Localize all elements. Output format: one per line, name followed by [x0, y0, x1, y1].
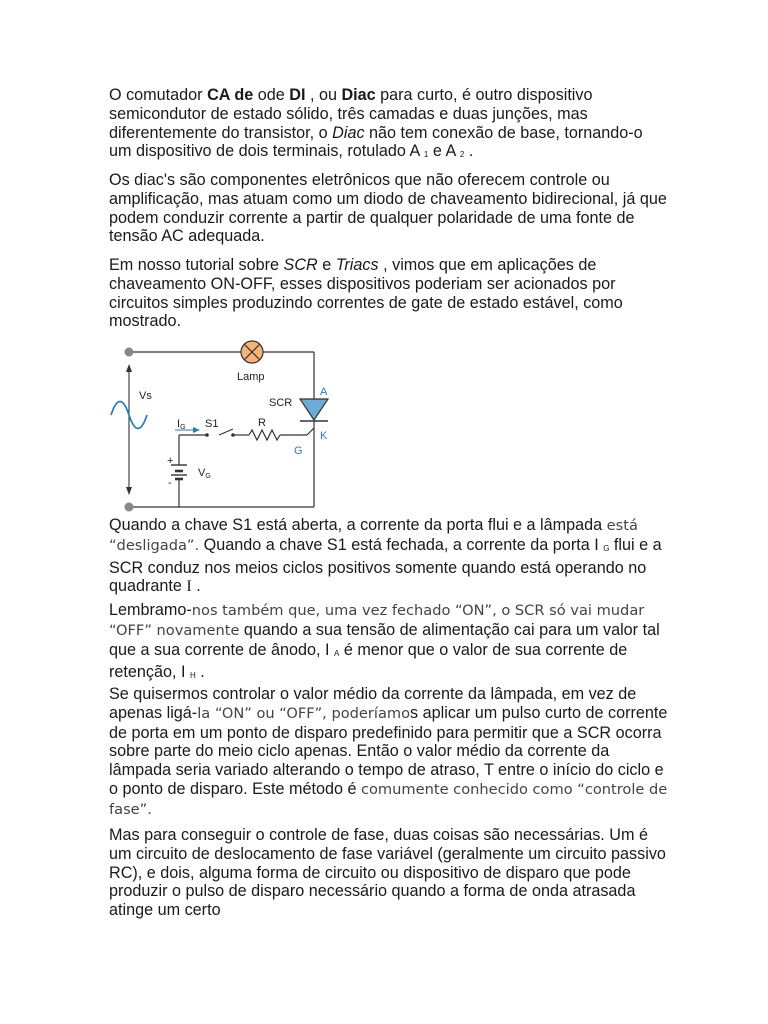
p1-italic-diac: Diac [332, 123, 365, 142]
p3-italic-triacs: Triacs [335, 256, 379, 274]
paragraph-phase-requirements: Mas para conseguir o controle de fase, duas coisas são necessárias. Um é um circuito de deslocamento de fase variável (geralmente um circuito passivo RC), e dois, alguma forma de circuito ou dispositivo de disparo que pode produzir o pulso de disparo necessário quando a forma de onda atrasada atinge um certo [109, 826, 666, 920]
scr-thyristor-icon [300, 399, 328, 431]
p4-text-2: Quando a chave S1 está fechada, a corrente da porta I [199, 535, 604, 554]
terminal-bottom [125, 503, 134, 512]
p5-subscript-a: A [334, 648, 340, 658]
label-vg [198, 467, 211, 480]
terminal-top [125, 348, 134, 357]
p6-light-text-1: la “ON” ou “OFF”, poderíamo [197, 704, 411, 722]
label-ig-sub: G [180, 424, 186, 431]
label-vg-sub: G [205, 473, 211, 480]
label-plus: + [167, 455, 174, 467]
p4-quadrant-numeral: I [186, 577, 192, 596]
p4-text-4: . [191, 577, 201, 596]
label-anode: A [320, 386, 328, 398]
label-scr: SCR [269, 397, 293, 409]
p6-text-1: Se quisermos controlar o valor médio da corrente da lâmpada, em vez de apenas ligá- [109, 685, 637, 722]
paragraph-phase-control [109, 685, 669, 820]
p3-italic-scr: SCR [283, 256, 318, 274]
p1-bold-di: DI [289, 86, 306, 104]
label-ig [177, 418, 186, 431]
p3-text-2: e [317, 256, 336, 274]
p1-text-4: para curto, é outro dispositivo semicondutor de estado sólido, três camadas e duas junções, mas diferentemente do transistor, o [109, 86, 593, 142]
paragraph-switch-s1 [109, 516, 669, 596]
battery-icon [171, 465, 187, 479]
p3-text-3: , vimos que em aplicações de chaveamento ON-OFF, esses dispositivos poderiam ser acionados por circuitos simples produzindo correntes de gate de estado estável, como mostrado. [109, 256, 623, 331]
paragraph-holding-current [109, 601, 669, 686]
p4-subscript-g: G [603, 543, 610, 553]
label-lamp: Lamp [237, 371, 265, 383]
p1-bold-diac: Diac [341, 86, 376, 104]
p1-subscript-1: 1 [423, 150, 429, 160]
label-cathode: K [320, 430, 328, 442]
p3-text-1: Em nosso tutorial sobre [109, 256, 284, 274]
p1-text-1: O comutador [109, 86, 208, 104]
p1-text-2: ode [253, 86, 290, 104]
p4-text-3: flui e a SCR conduz nos meios ciclos positivos somente quando está operando no quadrante [109, 535, 662, 596]
p5-text-1: Lembramo- [109, 601, 192, 619]
p4-text-1: Quando a chave S1 está aberta, a corrente da porta flui e a lâmpada [109, 516, 607, 534]
switch-contact-left [205, 433, 209, 437]
p1-text-3: , ou [305, 86, 342, 104]
p5-light-text: nos também que, uma vez fechado “ON”, o SCR só vai mudar “OFF” novamente [109, 602, 645, 639]
label-r: R [258, 417, 266, 429]
p1-text-7: . [464, 142, 474, 161]
label-minus: - [168, 477, 172, 489]
lamp-icon [241, 341, 263, 363]
p4-light-text: está “desligada”. [109, 517, 638, 554]
p5-text-4: . [195, 663, 205, 682]
paragraph-diac-intro [109, 86, 669, 165]
p5-text-2: quando a sua tensão de alimentação cai para um valor tal que a sua corrente de ânodo, I [109, 620, 660, 659]
paragraph-diac-description: Os diac's são componentes eletrônicos que não oferecem controle ou amplificação, mas atuam como um diodo de chaveamento bidirecional, já que podem conduzir corrente a partir de qualquer polaridade de uma fonte de tensão AC adequada. [109, 171, 667, 246]
p1-text-6: e A [428, 142, 460, 161]
label-s1: S1 [205, 418, 219, 430]
p1-text-5: não tem conexão de base, tornando-o um dispositivo de dois terminais, rotulado A [109, 123, 643, 161]
p1-subscript-2: 2 [459, 150, 465, 160]
p1-bold-ca-de: CA de [207, 86, 254, 104]
p5-subscript-h: H [190, 671, 196, 681]
paragraph-scr-tutorial [109, 256, 669, 331]
p6-text-2: s aplicar um pulso curto de corrente de porta em um ponto de disparo predefinido para permitir que a SCR ocorra sobre parte do meio ciclo apenas. Então o valor médio da corrente da lâmpada seria variado alterando o tempo de atraso, T entre o início do ciclo e o ponto de disparo. Este método é [109, 703, 668, 798]
label-vs: Vs [139, 390, 152, 402]
label-vg-main: V [198, 467, 206, 479]
p5-text-3: é menor que o valor de sua corrente de retenção, I [109, 640, 628, 682]
label-gate: G [294, 445, 303, 457]
gate-current-arrow [193, 427, 200, 433]
scr-circuit-diagram [109, 337, 339, 517]
label-ig-main: I [177, 418, 181, 430]
p6-light-text-2: comumente conhecido como “controle de fase”. [109, 780, 668, 818]
switch-contact-right [231, 433, 235, 437]
